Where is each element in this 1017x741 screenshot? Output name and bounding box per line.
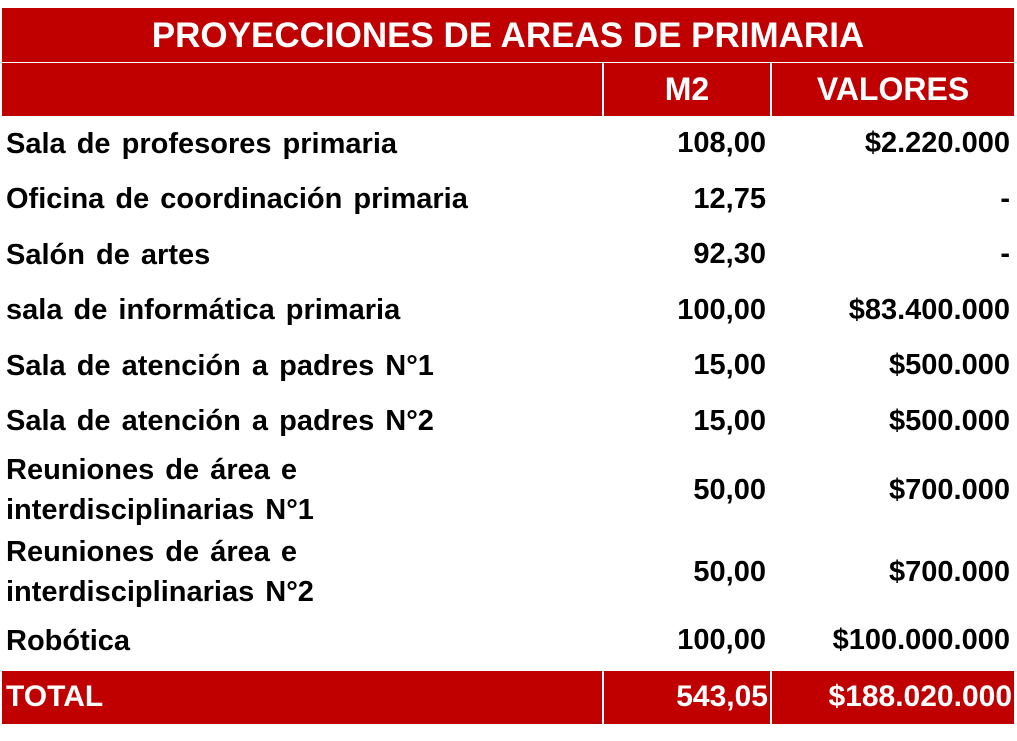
area-valor: $2.220.000 bbox=[864, 127, 1010, 160]
area-valor: $500.000 bbox=[889, 349, 1010, 382]
area-m2: 108,00 bbox=[677, 127, 766, 160]
area-m2: 92,30 bbox=[693, 238, 766, 271]
area-name: Reuniones de área e interdisciplinarias N°1 bbox=[6, 454, 314, 526]
header-name bbox=[2, 63, 602, 116]
area-name: Reuniones de área e interdisciplinarias N°2 bbox=[6, 536, 314, 608]
total-m2: 543,05 bbox=[604, 671, 770, 724]
total-label: TOTAL bbox=[2, 671, 602, 724]
header-row bbox=[2, 63, 1014, 116]
area-valor: $500.000 bbox=[889, 404, 1010, 437]
area-m2: 12,75 bbox=[693, 182, 766, 215]
header-valores: VALORES bbox=[772, 63, 1014, 116]
table-row bbox=[2, 172, 1014, 228]
header-m2: M2 bbox=[604, 63, 770, 116]
area-name: Oficina de coordinación primaria bbox=[6, 183, 468, 216]
area-name: Robótica bbox=[6, 624, 131, 657]
total-valor: $188.020.000 bbox=[772, 671, 1014, 724]
area-m2: 50,00 bbox=[693, 473, 766, 506]
area-valor: $700.000 bbox=[889, 473, 1010, 506]
table-row bbox=[2, 531, 1014, 613]
area-valor: - bbox=[1000, 238, 1010, 271]
area-valor: $83.400.000 bbox=[848, 293, 1010, 326]
area-name: Salón de artes bbox=[6, 238, 211, 271]
area-m2: 15,00 bbox=[693, 404, 766, 437]
area-valor: $100.000.000 bbox=[832, 624, 1010, 657]
area-valor: - bbox=[1000, 182, 1010, 215]
table-row bbox=[2, 613, 1014, 669]
table-title: PROYECCIONES DE AREAS DE PRIMARIA bbox=[2, 8, 1014, 62]
table-row bbox=[2, 227, 1014, 283]
area-name: sala de informática primaria bbox=[6, 294, 401, 327]
area-name: Sala de atención a padres N°1 bbox=[6, 349, 434, 382]
table-row bbox=[2, 394, 1014, 450]
area-name: Sala de atención a padres N°2 bbox=[6, 405, 434, 438]
table-row bbox=[2, 283, 1014, 339]
areas-table bbox=[2, 8, 1014, 724]
area-m2: 50,00 bbox=[693, 555, 766, 588]
area-m2: 100,00 bbox=[677, 293, 766, 326]
total-row bbox=[2, 671, 1014, 724]
table-row bbox=[2, 338, 1014, 394]
table-row bbox=[2, 116, 1014, 172]
area-m2: 100,00 bbox=[677, 624, 766, 657]
area-valor: $700.000 bbox=[889, 555, 1010, 588]
table-row bbox=[2, 449, 1014, 531]
area-m2: 15,00 bbox=[693, 349, 766, 382]
area-name: Sala de profesores primaria bbox=[6, 127, 397, 160]
